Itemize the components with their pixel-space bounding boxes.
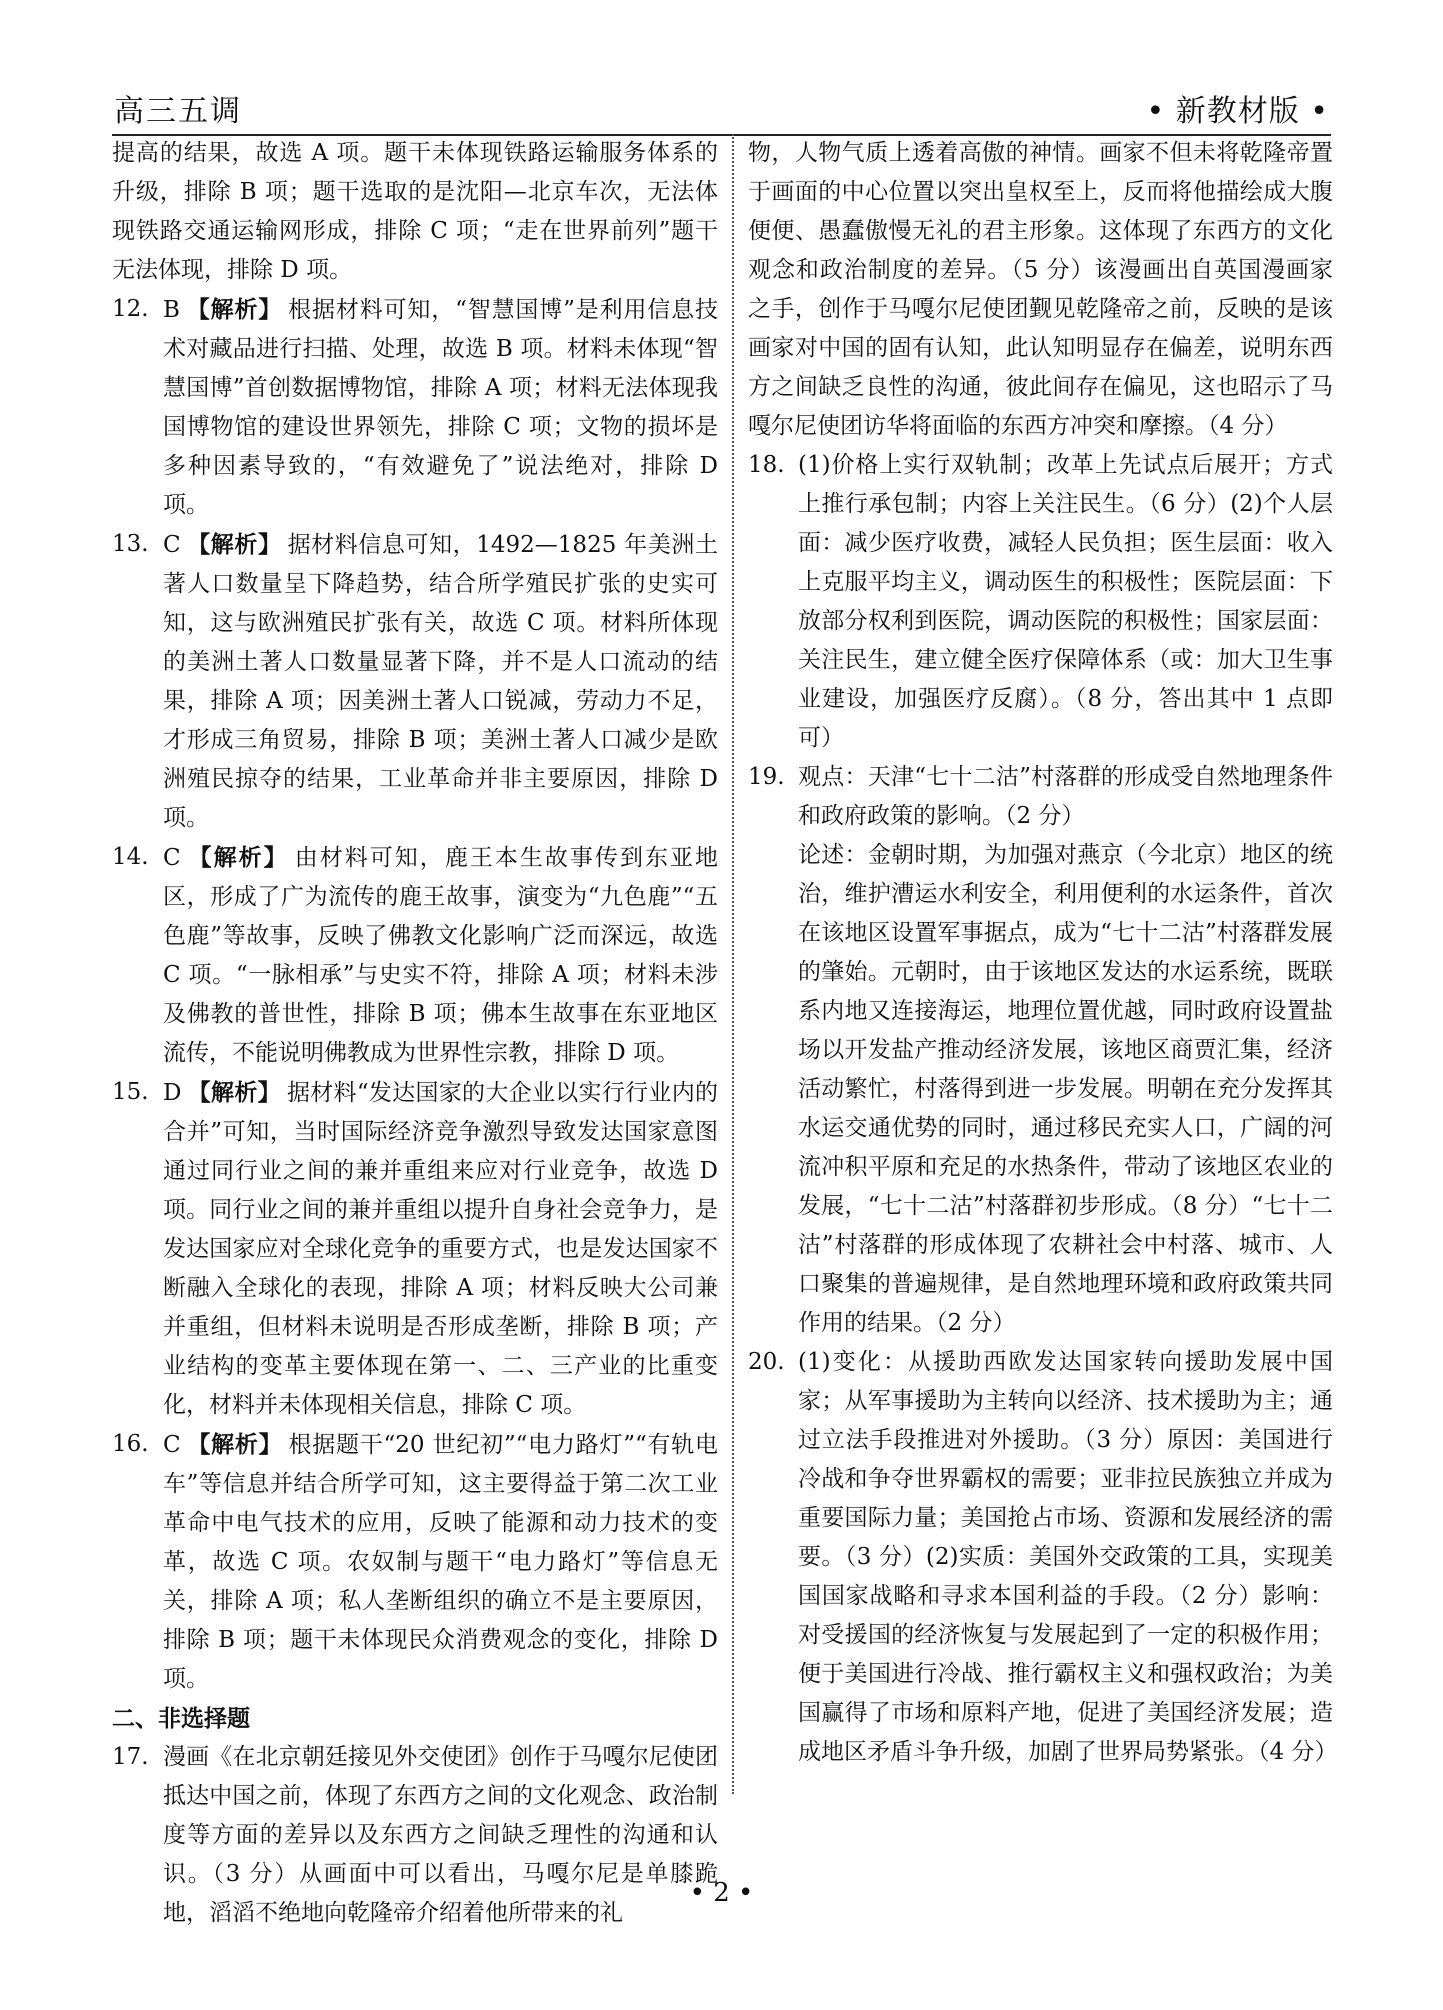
item-answer: D (163, 1080, 182, 1106)
item-number: 17. (112, 1744, 149, 1770)
item-answer: C (163, 532, 181, 558)
right-column (748, 134, 1338, 1772)
analysis-tag: 【解析】 (186, 844, 289, 871)
answer-item-15 (112, 1073, 718, 1425)
item-number: 19. (748, 764, 785, 790)
header-exam-title: 高三五调 (114, 94, 242, 129)
answer-item-18 (748, 446, 1333, 758)
item-number: 14. (112, 844, 149, 870)
item-number: 18. (748, 452, 785, 478)
item-explanation: (1)变化：从援助西欧发达国家转向援助发展中国家；从军事援助为主转向以经济、技术援助为主；通过立法手段推进对外援助。（3 分）原因：美国进行冷战和争夺世界霸权的需要；亚非拉民族独立并成为重要国际力量；美国抢占市场、资源和发展经济的需要。（3 分）(2)实质：美国外交政策的工具，实现美国国家战略和寻求本国利益的手段。（2 分）影响：对受援国的经济恢复与发展起到了一定的积极作用；便于美国进行冷战、推行霸权主义和强权政治；为美国赢得了市场和原料产地，促进了美国经济发展；造成地区矛盾斗争升级，加剧了世界局势紧张。（4 分） (798, 1349, 1338, 1765)
item-number: 12. (112, 296, 149, 322)
item-answer: C (163, 845, 181, 871)
answer-item-14 (112, 838, 718, 1073)
item-number: 20. (748, 1349, 785, 1375)
item-argument: 论述：金朝时期，为加强对燕京（今北京）地区的统治，维护漕运水利安全，利用便利的水运条件，首次在该地区设置军事据点，成为“七十二沽”村落群发展的肇始。元朝时，由于该地区发达的水运系统，既联系内地又连接海运，地理位置优越，同时政府设置盐场以开发盐产推动经济发展，该地区商贾汇集，经济活动繁忙，村落得到进一步发展。明朝在充分发挥其水运交通优势的同时，通过移民充实人口，广阔的河流冲积平原和充足的水热条件，带动了该地区农业的发展，“七十二沽”村落群初步形成。（8 分）“七十二沽”村落群的形成体现了农耕社会中村落、城市、人口聚集的普遍规律，是自然地理环境和政府政策共同作用的结果。（2 分） (798, 842, 1333, 1336)
left-column (112, 134, 718, 1933)
item-viewpoint: 观点：天津“七十二沽”村落群的形成受自然地理条件和政府政策的影响。（2 分） (798, 764, 1333, 829)
item-explanation: (1)价格上实行双轨制；改革上先试点后展开；方式上推行承包制；内容上关注民生。（6 分）(2)个人层面：减少医疗收费，减轻人民负担；医生层面：收入上克服平均主义，调动医生的积极性；医院层面：下放部分权利到医院，调动医院的积极性；国家层面：关注民生，建立健全医疗保障体系（或：加大卫生事业建设，加强医疗反腐）。（8 分，答出其中 1 点即可） (798, 452, 1333, 751)
answer-17-continuation: 物，人物气质上透着高傲的神情。画家不但未将乾隆帝置于画面的中心位置以突出皇权至上，反而将他描绘成大腹便便、愚蠢傲慢无礼的君主形象。这体现了东西方的文化观念和政治制度的差异。（5 分）该漫画出自英国漫画家之手，创作于马嘎尔尼使团觐见乾隆帝之前，反映的是该画家对中国的固有认知，此认知明显存在偏差，说明东西方之间缺乏良性的沟通，彼此间存在偏见，这也昭示了马嘎尔尼使团访华将面临的东西方冲突和摩擦。（4 分） (748, 140, 1333, 439)
item-explanation: 根据题干“20 世纪初”“电力路灯”“有轨电车”等信息并结合所学可知，这主要得益于第二次工业革命中电气技术的应用，反映了能源和动力技术的变革，故选 C 项。农奴制与题干“电力路灯”等信息无关，排除 A 项；私人垄断组织的确立不是主要原因，排除 B 项；题干未体现民众消费观念的变化，排除 D 项。 (163, 1432, 719, 1692)
page-header (112, 82, 1331, 136)
section-title-non-choice: 二、非选择题 (112, 1705, 250, 1732)
answer-item-20 (748, 1343, 1338, 1772)
answer-item-12 (112, 290, 718, 525)
answer-item-13 (112, 525, 718, 838)
item-explanation: 据材料信息可知，1492—1825 年美洲土著人口数量呈下降趋势，结合所学殖民扩张的史实可知，这与欧洲殖民扩张有关，故选 C 项。材料所体现的美洲土著人口数量显著下降，并不是人口流动的结果，排除 A 项；因美洲土著人口锐减，劳动力不足，才形成三角贸易，排除 B 项；美洲土著人口减少是欧洲殖民掠夺的结果，工业革命并非主要原因，排除 D 项。 (163, 532, 718, 831)
item-explanation: 据材料“发达国家的大企业以实行行业内的合并”可知，当时国际经济竞争激烈导致发达国家意图通过同行业之间的兼并重组来应对行业竞争，故选 D 项。同行业之间的兼并重组以提升自身社会竞争力，是发达国家应对全球化竞争的重要方式，也是发达国家不断融入全球化的表现，排除 A 项；材料反映大公司兼并重组，但材料未说明是否形成垄断，排除 B 项；产业结构的变革主要体现在第一、二、三产业的比重变化，材料并未体现相关信息，排除 C 项。 (163, 1080, 719, 1418)
analysis-tag: 【解析】 (185, 296, 283, 323)
analysis-tag: 【解析】 (187, 1079, 281, 1106)
item-number: 13. (112, 531, 149, 557)
column-divider (732, 134, 734, 1794)
analysis-tag: 【解析】 (186, 1431, 283, 1458)
item-answer: C (163, 1432, 181, 1458)
item-answer: B (163, 297, 180, 323)
item-explanation: 漫画《在北京朝廷接见外交使团》创作于马嘎尔尼使团抵达中国之前，体现了东西方之间的文化观念、政治制度等方面的差异以及东西方之间缺乏理性的沟通和认识。（3 分）从画面中可以看出，马嘎尔尼是单膝跪地，滔滔不绝地向乾隆帝介绍着他所带来的礼 (163, 1744, 718, 1926)
header-edition-label: • 新教材版 • (1146, 94, 1329, 129)
answer-11-continuation: 提高的结果，故选 A 项。题干未体现铁路运输服务体系的升级，排除 B 项；题干选取的是沈阳—北京车次，无法体现铁路交通运输网形成，排除 C 项；“走在世界前列”题干无法体现，排除 D 项。 (112, 140, 718, 283)
page-number: • 2 • (689, 1878, 754, 1908)
answer-item-19 (748, 758, 1333, 1343)
analysis-tag: 【解析】 (186, 531, 282, 558)
item-number: 16. (112, 1431, 149, 1457)
item-number: 15. (112, 1079, 149, 1105)
item-explanation: 由材料可知，鹿王本生故事传到东亚地区，形成了广为流传的鹿王故事，演变为“九色鹿”“五色鹿”等故事，反映了佛教文化影响广泛而深远，故选 C 项。“一脉相承”与史实不符，排除 A 项；材料未涉及佛教的普世性，排除 B 项；佛本生故事在东亚地区流传，不能说明佛教成为世界性宗教，排除 D 项。 (163, 845, 719, 1066)
answer-item-16 (112, 1425, 718, 1699)
item-explanation: 根据材料可知，“智慧国博”是利用信息技术对藏品进行扫描、处理，故选 B 项。材料未体现“智慧国博”首创数据博物馆，排除 A 项；材料无法体现我国博物馆的建设世界领先，排除 C 项；文物的损坏是多种因素导致的，“有效避免了”说法绝对，排除 D 项。 (163, 297, 718, 518)
